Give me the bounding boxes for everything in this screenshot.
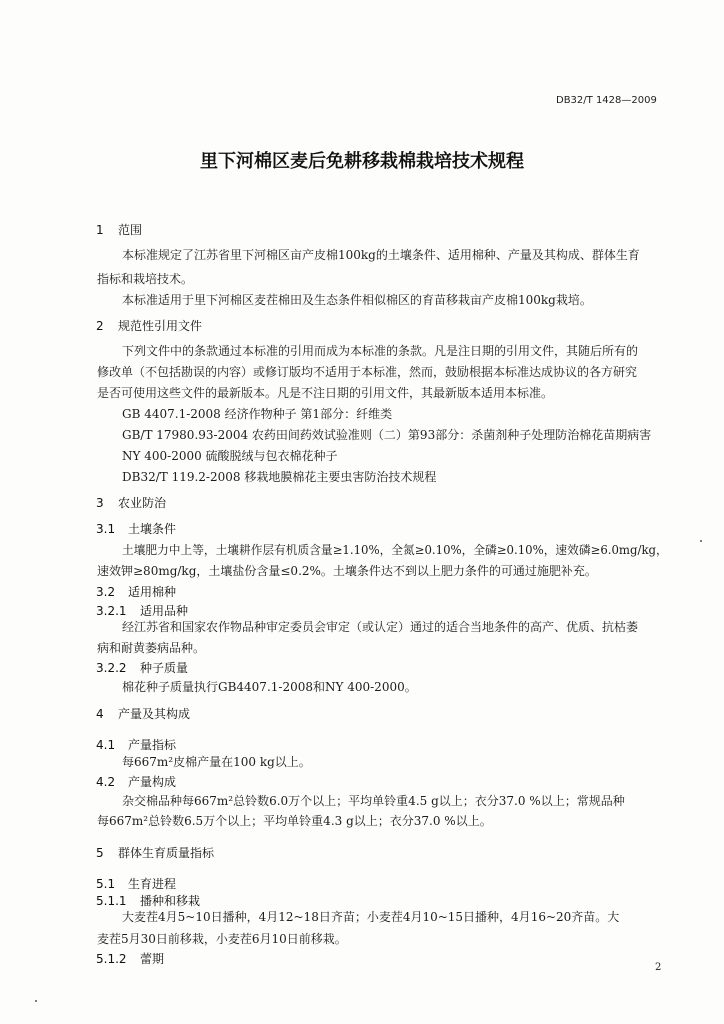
paragraph-line: 棉花种子质量执行GB4407.1-2008和NY 400-2000。 — [122, 680, 417, 694]
subsection-3-1-heading — [96, 522, 176, 536]
section-number: 5.1.1 — [96, 894, 127, 908]
paragraph-line: 本标准适用于里下河棉区麦茬棉田及生态条件相似棉区的育苗移栽亩产皮棉100kg栽培。 — [122, 293, 592, 307]
reference-item: GB 4407.1-2008 经济作物种子 第1部分：纤维类 — [122, 407, 393, 421]
paragraph-line: 每667m²总铃数6.5万个以上；平均单铃重4.3 g以上；衣分37.0 %以上。 — [97, 814, 492, 828]
section-number: 2 — [96, 319, 104, 333]
section-number: 3.2.1 — [96, 604, 127, 618]
section-number: 1 — [96, 223, 104, 237]
subsection-5-1-heading — [96, 877, 176, 891]
section-1-heading — [96, 223, 142, 237]
subsection-4-1-heading — [96, 738, 176, 752]
section-number: 4 — [96, 707, 104, 721]
section-number: 3.2 — [96, 585, 116, 599]
scan-speck — [35, 1000, 37, 1002]
section-5-heading — [96, 846, 214, 860]
paragraph-line: 病和耐黄萎病品种。 — [97, 641, 206, 655]
subsection-5-1-1-heading — [96, 894, 200, 908]
section-number: 3 — [96, 496, 104, 510]
subsection-3-2-2-heading — [96, 661, 188, 675]
section-number: 5.1 — [96, 877, 116, 891]
section-title: 种子质量 — [140, 661, 189, 675]
section-3-heading — [96, 496, 166, 510]
subsection-3-2-1-heading — [96, 604, 188, 618]
standard-code: DB32/T 1428—2009 — [556, 95, 657, 106]
paragraph-line: 是否可使用这些文件的最新版本。凡是不注日期的引用文件，其最新版本适用本标准。 — [97, 386, 554, 400]
paragraph-line: 麦茬5月30日前移栽，小麦茬6月10日前移栽。 — [97, 932, 347, 946]
reference-item: NY 400-2000 硫酸脱绒与包衣棉花种子 — [122, 449, 338, 463]
document-title: 里下河棉区麦后免耕移栽棉栽培技术规程 — [200, 151, 524, 172]
reference-item: DB32/T 119.2-2008 移栽地膜棉花主要虫害防治技术规程 — [122, 470, 437, 484]
paragraph-line: 杂交棉品种每667m²总铃数6.0万个以上；平均单铃重4.5 g以上；衣分37.0 %以上；常规品种 — [122, 794, 625, 808]
section-title: 产量构成 — [128, 775, 177, 789]
subsection-5-1-2-heading — [96, 952, 164, 966]
paragraph-line: 速效钾≥80mg/kg，土壤盐份含量≤0.2%。土壤条件达不到以上肥力条件的可通过施肥补充。 — [97, 564, 597, 578]
page-number: 2 — [655, 962, 662, 973]
paragraph-line: 本标准规定了江苏省里下河棉区亩产皮棉100kg的土壤条件、适用棉种、产量及其构成、群体生育 — [122, 248, 640, 262]
section-number: 4.2 — [96, 775, 116, 789]
paragraph-line: 修改单（不包括勘误的内容）或修订版均不适用于本标准，然而，鼓励根据本标准达成协议的各方研究 — [97, 365, 638, 379]
section-title: 产量及其构成 — [118, 707, 191, 721]
paragraph-line: 下列文件中的条款通过本标准的引用而成为本标准的条款。凡是注日期的引用文件，其随后所有的 — [122, 344, 639, 358]
section-title: 农业防治 — [118, 496, 167, 510]
section-number: 4.1 — [96, 738, 116, 752]
subsection-4-2-heading — [96, 775, 176, 789]
paragraph-line: 指标和栽培技术。 — [97, 272, 194, 286]
section-number: 5 — [96, 846, 104, 860]
subsection-3-2-heading — [96, 585, 176, 599]
section-title: 播种和移栽 — [140, 894, 201, 908]
section-title: 蕾期 — [140, 952, 165, 966]
section-number: 5.1.2 — [96, 952, 127, 966]
paragraph-line: 大麦茬4月5~10日播种，4月12~18日齐苗；小麦茬4月10~15日播种，4月16~20齐苗。大 — [122, 910, 620, 924]
section-2-heading — [96, 319, 202, 333]
section-title: 适用棉种 — [128, 585, 177, 599]
paragraph-line: 土壤肥力中上等，土壤耕作层有机质含量≥1.10%，全氮≥0.10%，全磷≥0.10%，速效磷≥6.0mg/kg， — [122, 543, 668, 557]
section-title: 土壤条件 — [128, 522, 177, 536]
section-title: 生育进程 — [128, 877, 177, 891]
section-number: 3.1 — [96, 522, 116, 536]
section-title: 产量指标 — [128, 738, 177, 752]
section-4-heading — [96, 707, 190, 721]
paragraph-line: 经江苏省和国家农作物品种审定委员会审定（或认定）通过的适合当地条件的高产、优质、抗枯萎 — [122, 620, 639, 634]
section-title: 规范性引用文件 — [118, 319, 203, 333]
section-number: 3.2.2 — [96, 661, 127, 675]
reference-item: GB/T 17980.93-2004 农药田间药效试验准则（二）第93部分：杀菌剂种子处理防治棉花苗期病害 — [122, 428, 652, 442]
section-title: 群体生育质量指标 — [118, 846, 215, 860]
paragraph-line: 每667m²皮棉产量在100 kg以上。 — [122, 755, 311, 769]
section-title: 范围 — [118, 223, 143, 237]
scan-speck — [700, 540, 702, 542]
section-title: 适用品种 — [140, 604, 189, 618]
